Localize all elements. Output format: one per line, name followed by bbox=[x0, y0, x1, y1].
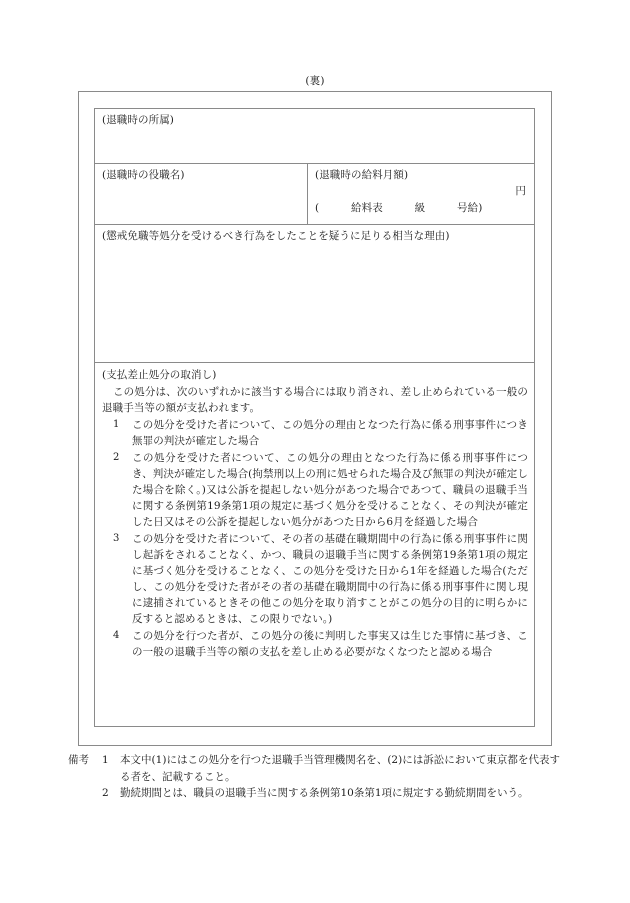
remark-item bbox=[68, 752, 560, 785]
list-item-number: 4 bbox=[113, 630, 120, 641]
table-row-post-and-salary bbox=[95, 164, 534, 225]
list-item bbox=[102, 531, 528, 627]
list-item-text: この処分を受けた者について、この処分の理由となつた行為に係る刑事事件につき無罪の判決が確定した場合 bbox=[132, 419, 528, 447]
disciplinary-reason-field[interactable] bbox=[95, 225, 534, 362]
remark-number: 2 bbox=[102, 787, 109, 799]
list-item-text: この処分を行つた者が、この処分の後に判明した事実又は生じた事情に基づき、この一般の退職手当等の額の支払を差し止める必要がなくなつたと認める場合 bbox=[132, 630, 528, 658]
post-name-label: (退職時の役職名) bbox=[102, 169, 185, 181]
remark-item bbox=[68, 785, 560, 802]
disciplinary-reason-label: (懲戒免職等処分を受けるべき行為をしたことを疑うに足りる相当な理由) bbox=[102, 230, 450, 242]
table-row-cancellation-notice bbox=[95, 363, 534, 726]
yen-unit-label: 円 bbox=[515, 185, 526, 197]
cancellation-lead-paragraph: この処分は、次のいずれかに該当する場合には取り消され、差し止められている一般の退職手当等の額が支払われます。 bbox=[102, 386, 528, 414]
remark-text: 本文中(1)にはこの処分を行つた退職手当管理機関名を、(2)には訴訟において東京都を代表する者を、記載すること。 bbox=[120, 754, 560, 783]
list-item-text: この処分を受けた者について、その者の基礎在職期間中の行為に係る刑事事件に関し起訴をされることなく、かつ、職員の退職手当に関する条例第19条第1項の規定に基づく処分を受けることなく、この処分を受けた日から1年を経過した場合(ただし、この処分を受けた者がその者の基礎在職期間中の行為に係る刑事事件に関し現に逮捕されているときその他この処分を取り消すことがこの処分の目的に明らかに反すると認めるときは、この限りでない。) bbox=[132, 533, 528, 625]
cancellation-heading: (支払差止処分の取消し) bbox=[102, 369, 217, 381]
monthly-salary-label: (退職時の給料月額) bbox=[315, 169, 409, 181]
cancellation-notice-block bbox=[95, 363, 534, 726]
list-item bbox=[102, 450, 528, 530]
remarks-section bbox=[68, 752, 560, 802]
list-item bbox=[102, 417, 528, 449]
table-row-reason bbox=[95, 225, 534, 363]
list-item-number: 1 bbox=[113, 419, 120, 430]
list-item bbox=[102, 628, 528, 660]
cancellation-conditions-list bbox=[102, 417, 528, 660]
post-name-field[interactable] bbox=[95, 164, 308, 224]
retirement-allowance-form-table bbox=[94, 108, 535, 727]
remark-number: 1 bbox=[102, 754, 109, 766]
monthly-salary-field[interactable] bbox=[308, 164, 534, 224]
affiliation-label: (退職時の所属) bbox=[102, 114, 174, 126]
affiliation-field[interactable] bbox=[95, 109, 534, 163]
list-item-text: この処分を受けた者について、この処分の理由となつた行為に係る刑事事件につき、判決が確定した場合(拘禁刑以上の刑に処せられた場合及び無罪の判決が確定した場合を除く。)又は公訴を提起しない処分があつた場合であつて、職員の退職手当に関する条例第19条第1項の規定に基づく処分を受けることなく、その判決が確定した日又はその公訴を提起しない処分があつた日から6月を経過した場合 bbox=[132, 452, 528, 528]
remark-text: 勤続期間とは、職員の退職手当に関する条例第10条第1項に規定する勤続期間をいう。 bbox=[120, 787, 529, 799]
sheet-side-caption: (裏) bbox=[305, 75, 325, 87]
remarks-label: 備考 bbox=[68, 754, 89, 766]
table-row-affiliation bbox=[95, 109, 534, 164]
list-item-number: 3 bbox=[113, 533, 120, 544]
list-item-number: 2 bbox=[113, 452, 120, 463]
salary-table-grade-number-label: ( 給料表 級 号給) bbox=[315, 202, 483, 214]
